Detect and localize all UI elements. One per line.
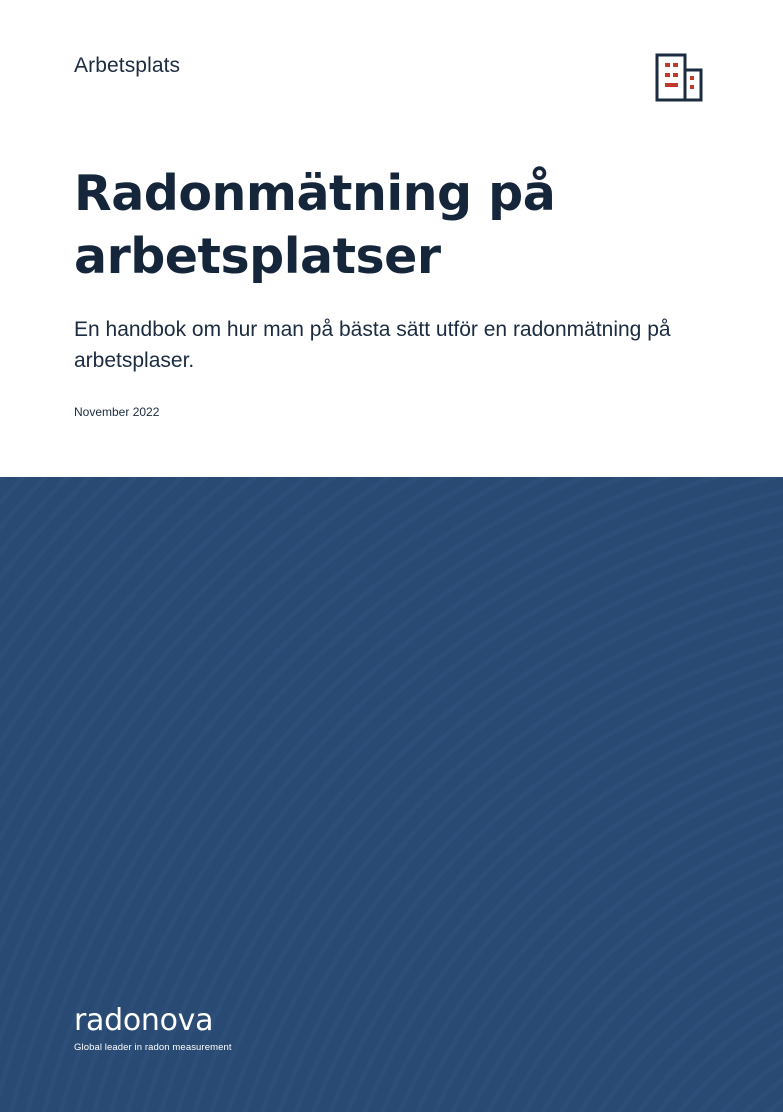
office-building-icon <box>654 53 704 103</box>
category-label: Arbetsplats <box>74 54 181 77</box>
publication-date: November 2022 <box>74 405 160 419</box>
logo-tagline: Global leader in radon measurement <box>74 1042 232 1053</box>
arc-line <box>600 977 783 1112</box>
radonova-logo <box>74 1004 274 1053</box>
document-subtitle: En handbok om hur man på bästa sätt utför en radonmätning på arbetsplaser. <box>74 318 671 372</box>
document-title: Radonmätning på arbetsplatser <box>74 165 556 285</box>
cover-top-section <box>0 0 783 477</box>
logo-wordmark: radonova <box>74 1003 214 1038</box>
